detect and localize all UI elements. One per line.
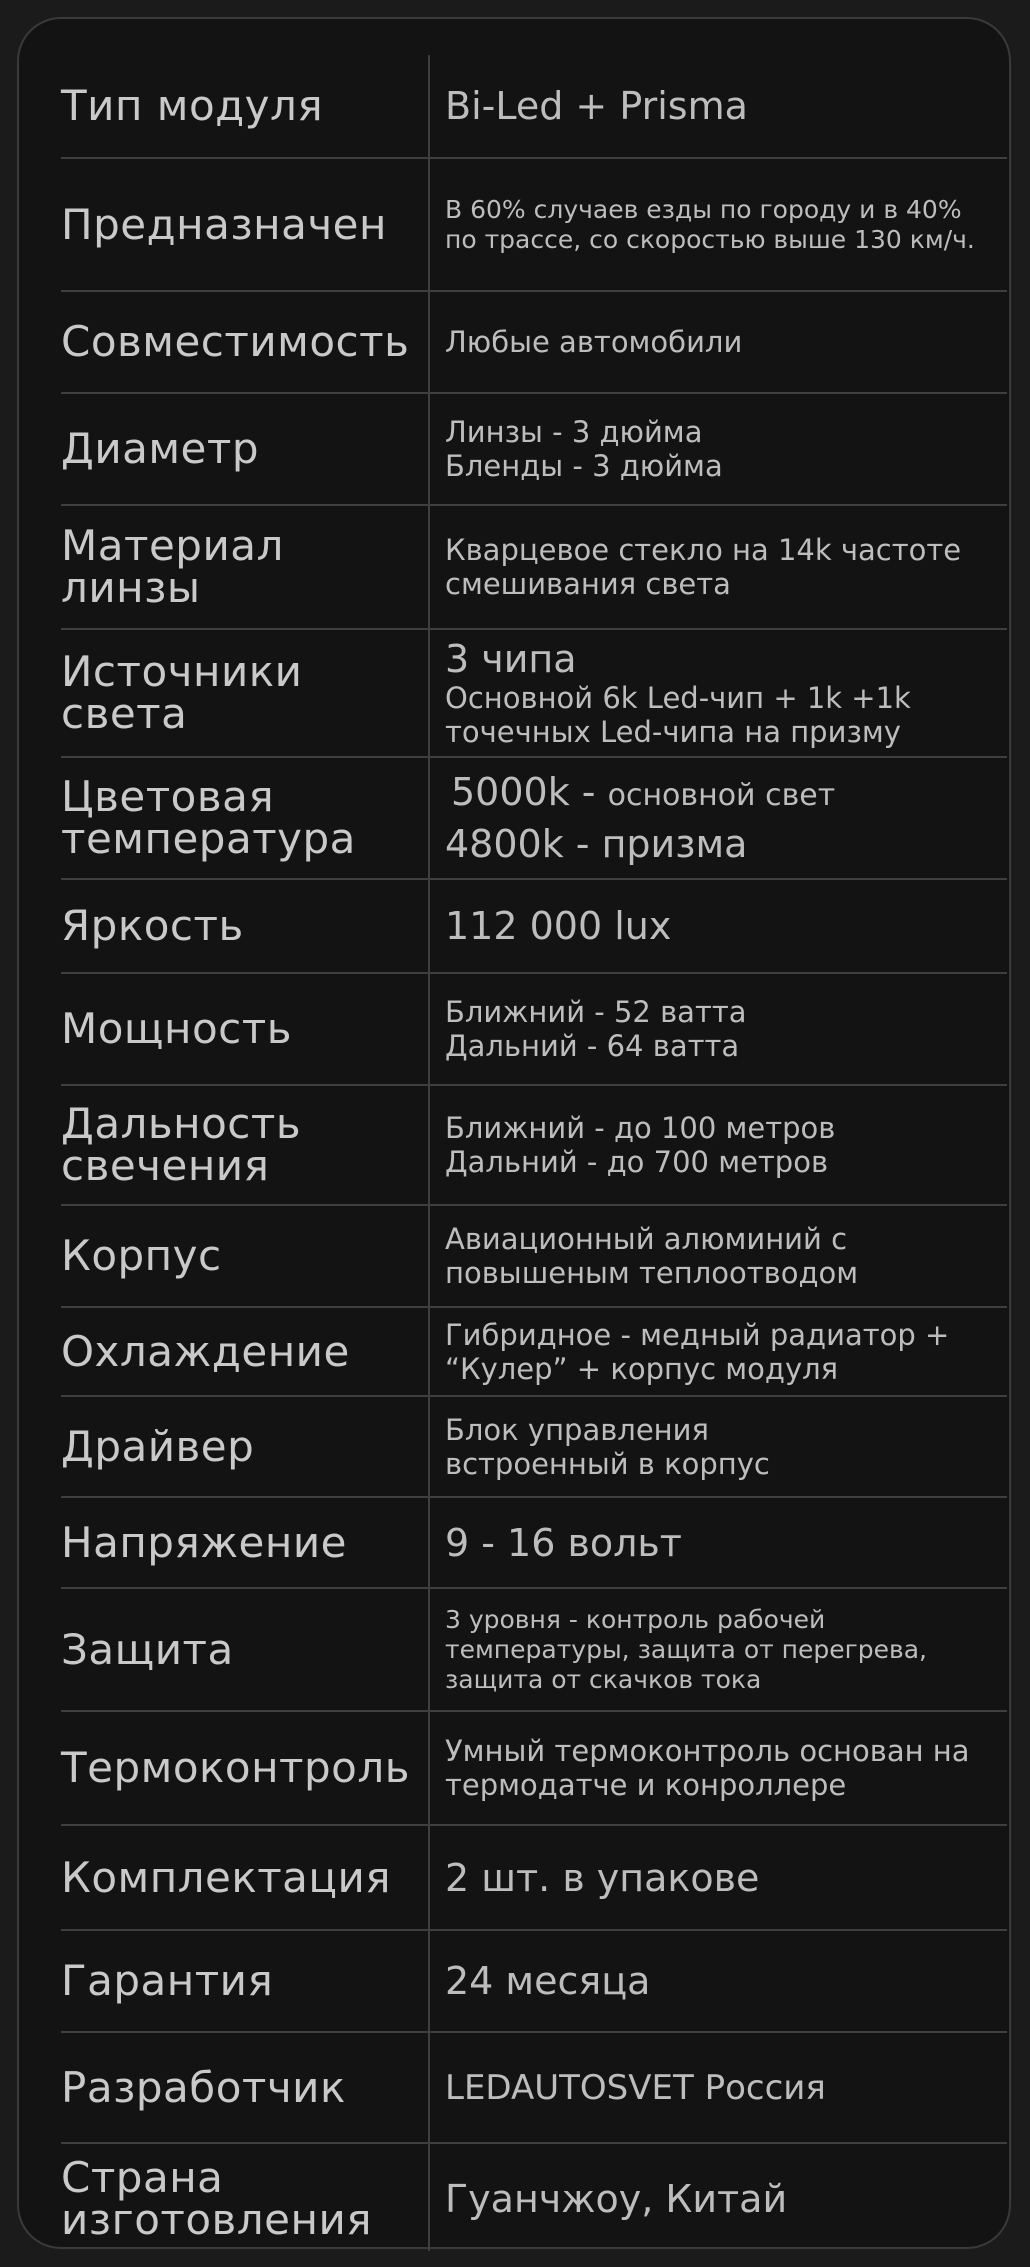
spec-value [445,995,1005,1063]
value-line: 4800k - призма [445,822,748,866]
spec-row-thermal-control [61,1712,1007,1826]
value-line: Основной 6k Led-чип + 1k +1k [445,681,911,715]
spec-label: Разработчик [61,2062,346,2112]
value-line: Авиационный алюминий с [445,1222,848,1256]
spec-row-lens-material [61,506,1007,630]
spec-label: Комплектация [61,1852,392,1902]
value-line: 3 чипа [445,637,577,681]
spec-row-purpose [61,159,1007,292]
spec-label: Материал линзы [61,521,284,612]
spec-row-light-source [61,630,1007,758]
spec-row-compatibility [61,292,1007,394]
spec-value [445,1960,1005,2002]
spec-value [445,1111,1005,1179]
value-line: Гибридное - медный радиатор + [445,1317,950,1352]
spec-row-power [61,974,1007,1086]
spec-row-warranty [61,1931,1007,2033]
value-line: Ближний - до 100 метров [445,1111,836,1145]
spec-label: Гарантия [61,1956,274,2005]
spec-label: Охлаждение [61,1326,350,1376]
value-line: Bi-Led + Prisma [445,84,748,128]
spec-label: Мощность [61,1004,292,1053]
value-line: Линзы - 3 дюйма [445,415,703,449]
value-line: Кварцевое стекло на 14k частоте [445,533,962,567]
spec-row-country [61,2144,1007,2254]
spec-value [445,195,1005,255]
value-line: Блок управления [445,1412,709,1447]
spec-card [17,17,1011,2249]
spec-row-developer [61,2033,1007,2144]
spec-label: Защита [61,1624,234,1674]
spec-label: Напряжение [61,1517,347,1567]
value-line: 112 000 lux [445,904,672,948]
spec-value [445,2178,1005,2220]
spec-value [445,85,1005,127]
spec-value [445,905,1005,947]
spec-value [445,1857,1005,1899]
value-line: Дальний - 64 ватта [445,1029,740,1063]
spec-value [445,1222,1005,1290]
spec-value [445,1522,1005,1564]
value-line: по трассе, со скоростью выше 130 км/ч. [445,224,975,254]
spec-row-range [61,1086,1007,1206]
value-line: 3 уровня - контроль рабочей [445,1604,826,1634]
value-line: встроенный в корпус [445,1446,770,1481]
value-line: смешивания света [445,567,731,601]
spec-row-brightness [61,880,1007,974]
spec-label: Корпус [61,1231,222,1280]
spec-value [445,1318,1005,1386]
spec-label: Диаметр [61,424,259,473]
spec-value [445,637,1005,749]
spec-row-package [61,1826,1007,1931]
spec-row-voltage [61,1498,1007,1589]
value-line: защита от скачков тока [445,1664,762,1694]
spec-label: Термоконтроль [61,1743,410,1792]
value-line: Дальний - до 700 метров [445,1145,829,1179]
value-line: точечных Led-чипа на призму [445,715,901,749]
spec-label: Предназначен [61,199,387,249]
spec-row-diameter [61,394,1007,506]
spec-label: Дальность свечения [61,1099,302,1190]
spec-value [445,2067,1005,2108]
spec-row-module-type [61,55,1007,159]
spec-label: Драйвер [61,1421,255,1471]
spec-row-cooling [61,1308,1007,1397]
spec-label: Совместимость [61,317,410,366]
value-sub: основной свет [607,778,836,813]
value-line: температуры, защита от перегрева, [445,1634,927,1664]
spec-label: Цветовая температура [61,772,356,863]
spec-value [445,771,1005,865]
spec-value [445,415,1005,483]
spec-value [445,1605,1005,1695]
value-line: 24 месяца [445,1959,651,2003]
value-line: Бленды - 3 дюйма [445,449,723,483]
value-line: “Кулер” + корпус модуля [445,1351,839,1386]
spec-label: Страна изготовления [61,2153,373,2244]
value-line: 9 - 16 вольт [445,1520,682,1565]
spec-row-housing [61,1206,1007,1308]
value-line: Умный термоконтроль основан на [445,1734,970,1768]
spec-row-driver [61,1397,1007,1498]
spec-value [445,1413,1005,1481]
value-line: Ближний - 52 ватта [445,995,747,1029]
value-main: 5000k - [451,770,608,814]
value-line [445,771,1005,817]
spec-value [445,325,1005,359]
value-line: повышеным теплоотводом [445,1256,859,1290]
value-line: Гуанчжоу, Китай [445,2177,788,2221]
value-line: термодатче и конроллере [445,1768,847,1802]
spec-value [445,533,1005,601]
spec-label: Источники света [61,647,303,738]
value-line: В 60% случаев езды по городу и в 40% [445,194,962,224]
spec-value [445,1734,1005,1802]
spec-label: Яркость [61,901,244,950]
value-line: 2 шт. в упакове [445,1855,760,1900]
spec-label: Тип модуля [61,81,324,130]
spec-row-protection [61,1589,1007,1712]
spec-row-color-temperature [61,758,1007,880]
value-line: LEDAUTOSVET Россия [445,2067,826,2108]
value-line: Любые автомобили [445,325,743,359]
